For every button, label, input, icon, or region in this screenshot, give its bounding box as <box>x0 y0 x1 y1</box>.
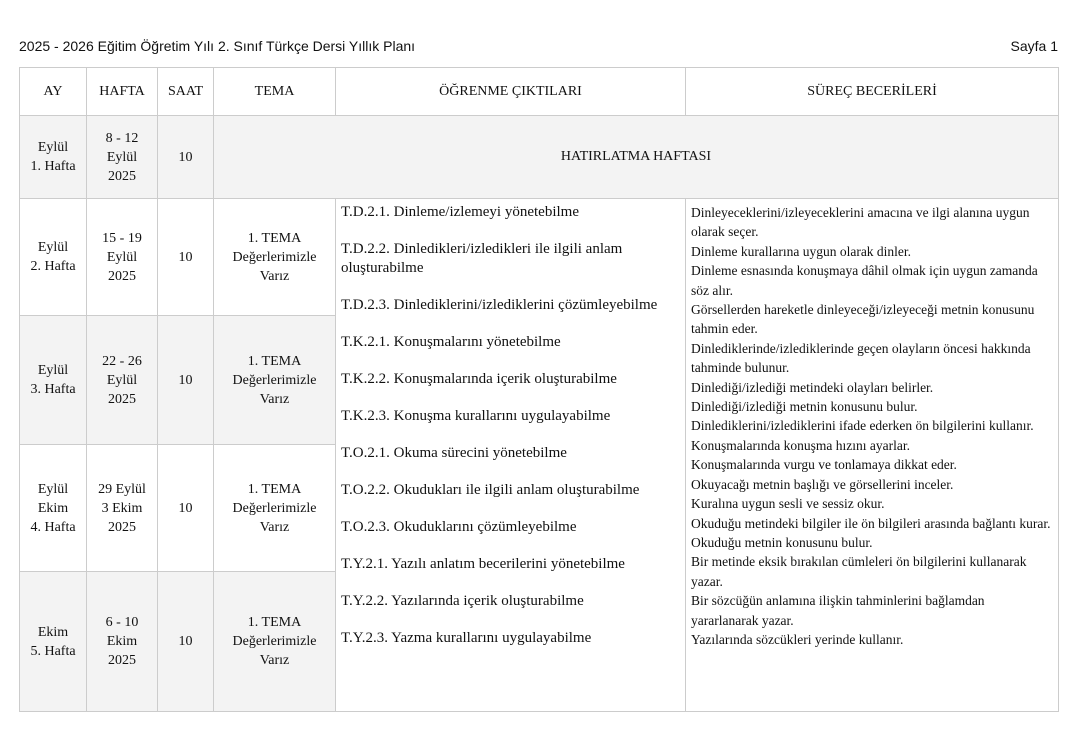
skill-item: Konuşmalarında vurgu ve tonlamaya dikkat eder. <box>691 457 957 473</box>
skill-item: Yazılarında sözcükleri yerinde kullanır. <box>691 631 904 647</box>
tema-line: Değerlerimizle <box>232 372 317 388</box>
ay-line: 4. Hafta <box>30 519 76 535</box>
cell-hafta <box>87 572 158 712</box>
hafta-line: 3 Ekim <box>101 500 143 516</box>
document-title: 2025 - 2026 Eğitim Öğretim Yılı 2. Sınıf Türkçe Dersi Yıllık Planı <box>19 38 416 54</box>
cell-ay <box>20 199 87 316</box>
cell-tema <box>214 572 336 712</box>
cell-hatirlatma-haftasi: HATIRLATMA HAFTASI <box>214 116 1059 199</box>
column-header-ogrenme-ciktilari: ÖĞRENME ÇIKTILARI <box>336 68 686 116</box>
cell-tema <box>214 199 336 316</box>
outcome-item: T.O.2.1. Okuma sürecini yönetebilme <box>341 445 567 461</box>
outcome-item: T.D.2.1. Dinleme/izlemeyi yönetebilme <box>341 204 579 220</box>
table-header-row <box>20 68 1059 116</box>
outcome-item: T.K.2.3. Konuşma kurallarını uygulayabilme <box>341 408 611 424</box>
outcome-item: T.Y.2.1. Yazılı anlatım becerilerini yönetebilme <box>341 556 625 572</box>
outcome-item: T.D.2.3. Dinlediklerini/izlediklerini çözümleyebilme <box>341 297 658 313</box>
hafta-line: Eylül <box>106 149 138 165</box>
ay-line: Ekim <box>37 624 69 640</box>
cell-ogrenme-ciktilari <box>336 199 686 712</box>
skill-item: Kuralına uygun sesli ve sessiz okur. <box>691 496 885 512</box>
cell-tema <box>214 316 336 445</box>
hafta-line: 2025 <box>108 653 136 668</box>
hafta-line: 15 - 19 <box>102 230 142 246</box>
outcomes-list <box>341 203 680 648</box>
tema-line: Varız <box>259 519 290 535</box>
outcome-item: T.K.2.2. Konuşmalarında içerik oluşturabilme <box>341 371 617 387</box>
hafta-line: 2025 <box>108 168 136 184</box>
hafta-line: Eylül <box>106 249 138 265</box>
skill-item: Dinleyeceklerini/izleyeceklerini amacına ve ilgi alanına uygun olarak seçer. <box>691 205 1030 240</box>
skill-item: Dinleme kurallarına uygun olarak dinler. <box>691 243 912 259</box>
cell-hafta <box>87 445 158 572</box>
ay-line: Eylül <box>37 140 69 155</box>
table-row-week-2 <box>20 199 1059 316</box>
ay-line: Eylül <box>37 240 69 255</box>
ay-line: Eylül <box>37 363 69 378</box>
cell-ay <box>20 116 87 199</box>
skill-item: Dinlediği/izlediği metnin konusunu bulur. <box>691 399 918 415</box>
tema-line: 1. TEMA <box>247 230 302 246</box>
ay-line: Eylül <box>37 481 69 497</box>
tema-line: Varız <box>259 653 290 668</box>
hafta-line: 29 Eylül <box>98 481 146 497</box>
skills-list <box>691 203 1053 649</box>
skill-item: Okuduğu metnin konusunu bulur. <box>691 534 873 550</box>
cell-saat: 10 <box>158 445 214 572</box>
hafta-line: 2025 <box>108 391 136 407</box>
skill-item: Dinleme esnasında konuşmaya dâhil olmak için uygun zamanda söz alır. <box>691 263 1038 298</box>
hafta-line: Eylül <box>106 372 138 388</box>
outcome-item: T.O.2.3. Okuduklarını çözümleyebilme <box>341 519 577 535</box>
skill-item: Konuşmalarında konuşma hızını ayarlar. <box>691 437 910 453</box>
outcome-item: T.O.2.2. Okudukları ile ilgili anlam oluşturabilme <box>341 482 640 498</box>
cell-saat: 10 <box>158 572 214 712</box>
ay-line: 2. Hafta <box>30 259 76 274</box>
skill-item: Okuyacağı metnin başlığı ve görsellerini inceler. <box>691 476 954 492</box>
ay-line: 5. Hafta <box>30 643 76 659</box>
column-header-surec-becerileri: SÜREÇ BECERİLERİ <box>686 68 1059 116</box>
tema-line: 1. TEMA <box>247 481 302 497</box>
skill-item: Okuduğu metindeki bilgiler ile ön bilgileri arasında bağlantı kurar. <box>691 515 1051 531</box>
skill-item: Dinlediklerini/izlediklerini ifade ederken ön bilgilerini kullanır. <box>691 418 1034 434</box>
cell-tema <box>214 445 336 572</box>
cell-ay <box>20 572 87 712</box>
column-header-ay: AY <box>20 68 87 116</box>
outcome-item: T.D.2.2. Dinledikleri/izledikleri ile ilgili anlam oluşturabilme <box>341 241 623 276</box>
column-header-hafta: HAFTA <box>87 68 158 116</box>
page-number: Sayfa 1 <box>1010 38 1058 54</box>
tema-line: 1. TEMA <box>247 353 302 369</box>
cell-ay <box>20 316 87 445</box>
table-row-reminder-week <box>20 116 1059 199</box>
tema-line: Değerlerimizle <box>232 634 317 649</box>
skill-item: Dinlediği/izlediği metindeki olayları belirler. <box>691 379 934 395</box>
skill-item: Dinlediklerinde/izlediklerinde geçen olayların öncesi hakkında tahminde bulunur. <box>691 340 1031 376</box>
cell-saat: 10 <box>158 116 214 199</box>
hafta-line: 22 - 26 <box>102 353 142 369</box>
cell-hafta <box>87 316 158 445</box>
cell-hafta <box>87 199 158 316</box>
tema-line: 1. TEMA <box>247 615 302 630</box>
ay-line: Ekim <box>37 500 69 516</box>
tema-line: Varız <box>259 391 290 407</box>
skill-item: Bir metinde eksik bırakılan cümleleri ön bilgilerini kullanarak yazar. <box>691 554 1027 589</box>
column-header-tema: TEMA <box>214 68 336 116</box>
ay-line: 3. Hafta <box>30 382 76 397</box>
tema-line: Varız <box>259 268 290 284</box>
outcome-item: T.K.2.1. Konuşmalarını yönetebilme <box>341 334 561 350</box>
tema-line: Değerlerimizle <box>232 500 317 516</box>
outcome-item: T.Y.2.3. Yazma kurallarını uygulayabilme <box>341 630 592 646</box>
hafta-line: 2025 <box>108 519 136 535</box>
column-header-saat: SAAT <box>158 68 214 116</box>
hafta-line: 8 - 12 <box>105 130 139 146</box>
ay-line: 1. Hafta <box>30 159 76 174</box>
outcome-item: T.Y.2.2. Yazılarında içerik oluşturabilme <box>341 593 584 609</box>
annual-plan-table <box>19 67 1059 712</box>
cell-saat: 10 <box>158 316 214 445</box>
cell-surec-becerileri <box>686 199 1059 712</box>
hafta-line: Ekim <box>106 634 138 649</box>
hafta-line: 6 - 10 <box>105 615 139 630</box>
hafta-line: 2025 <box>108 268 136 284</box>
skill-item: Görsellerden hareketle dinleyeceği/izleyeceği metnin konusunu tahmin eder. <box>691 302 1035 337</box>
cell-saat: 10 <box>158 199 214 316</box>
cell-ay <box>20 445 87 572</box>
skill-item: Bir sözcüğün anlamına ilişkin tahminlerini bağlamdan yararlanarak yazar. <box>691 593 985 628</box>
cell-hafta <box>87 116 158 199</box>
tema-line: Değerlerimizle <box>232 249 317 265</box>
